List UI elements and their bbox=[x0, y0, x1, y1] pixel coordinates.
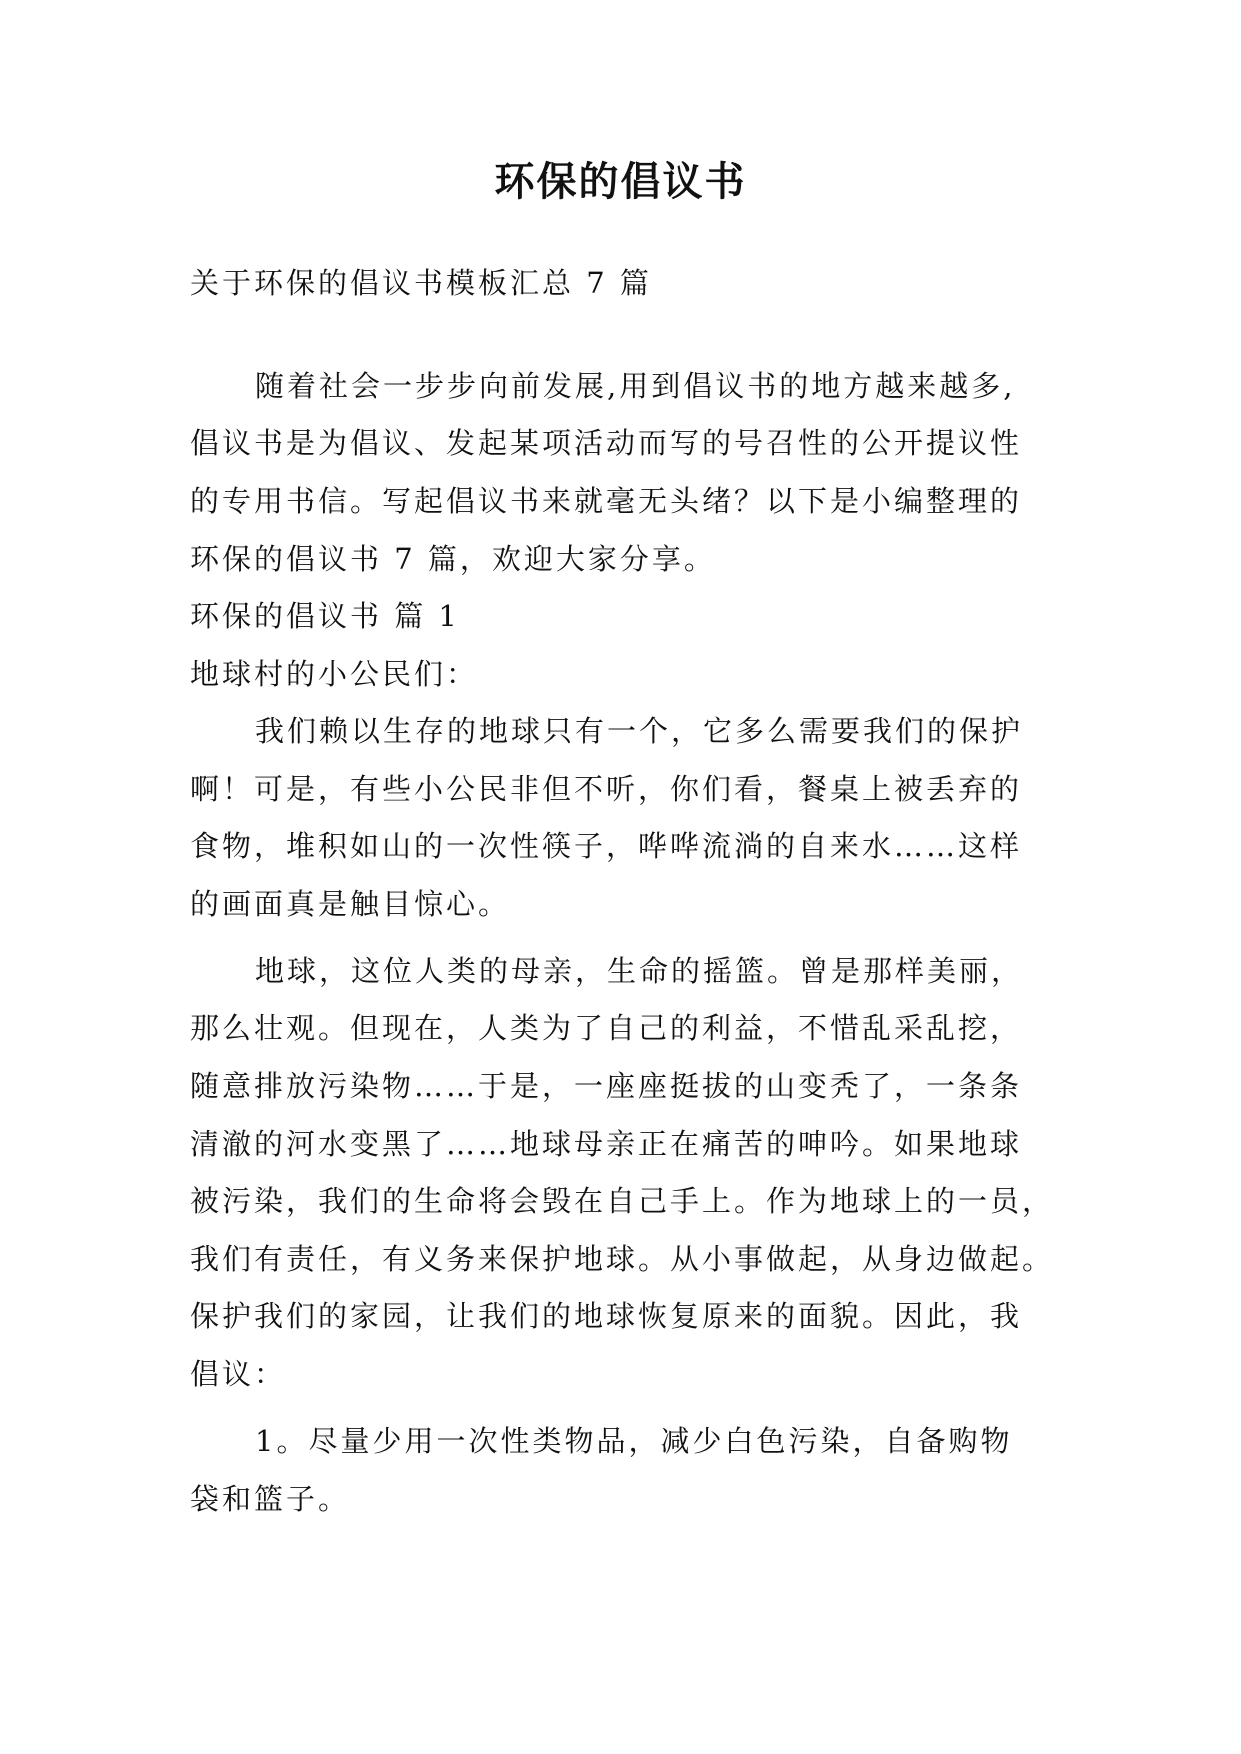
salutation: 地球村的小公民们： bbox=[190, 657, 479, 691]
paragraph-line: 那么壮观。但现在，人类为了自己的利益，不惜乱采乱挖， bbox=[190, 1011, 1023, 1045]
paragraph-line: 倡议： bbox=[190, 1357, 287, 1391]
intro-line: 环保的倡议书 7 篇，欢迎大家分享。 bbox=[190, 542, 716, 576]
list-item-line: 1。尽量少用一次性类物品，减少白色污染，自备购物 bbox=[255, 1424, 1013, 1458]
paragraph-line: 地球，这位人类的母亲，生命的摇篮。曾是那样美丽， bbox=[255, 954, 1024, 988]
paragraph-line: 我们有责任，有义务来保护地球。从小事做起，从身边做起。 bbox=[190, 1242, 1055, 1276]
intro-line: 的专用书信。写起倡议书来就毫无头绪？以下是小编整理的 bbox=[190, 484, 1023, 518]
intro-line: 随着社会一步步向前发展,用到倡议书的地方越来越多, bbox=[255, 369, 1016, 403]
section-heading: 环保的倡议书 篇 1 bbox=[190, 599, 460, 633]
paragraph-line: 被污染，我们的生命将会毁在自己手上。作为地球上的一员， bbox=[190, 1184, 1055, 1218]
paragraph-line: 食物，堆积如山的一次性筷子，哗哗流淌的自来水……这样 bbox=[190, 829, 1023, 863]
paragraph-line: 啊！可是，有些小公民非但不听，你们看，餐桌上被丢弃的 bbox=[190, 772, 1023, 806]
list-item-line: 袋和篮子。 bbox=[190, 1482, 351, 1516]
paragraph-line: 的画面真是触目惊心。 bbox=[190, 887, 511, 921]
intro-line: 倡议书是为倡议、发起某项活动而写的号召性的公开提议性 bbox=[190, 426, 1023, 460]
page-title: 环保的倡议书 bbox=[494, 158, 747, 205]
paragraph-line: 保护我们的家园，让我们的地球恢复原来的面貌。因此，我 bbox=[190, 1299, 1023, 1333]
subtitle: 关于环保的倡议书模板汇总 7 篇 bbox=[190, 266, 652, 300]
paragraph-line: 清澈的河水变黑了……地球母亲正在痛苦的呻吟。如果地球 bbox=[190, 1127, 1023, 1161]
paragraph-line: 我们赖以生存的地球只有一个，它多么需要我们的保护 bbox=[255, 714, 1024, 748]
paragraph-line: 随意排放污染物……于是，一座座挺拔的山变秃了，一条条 bbox=[190, 1069, 1023, 1103]
